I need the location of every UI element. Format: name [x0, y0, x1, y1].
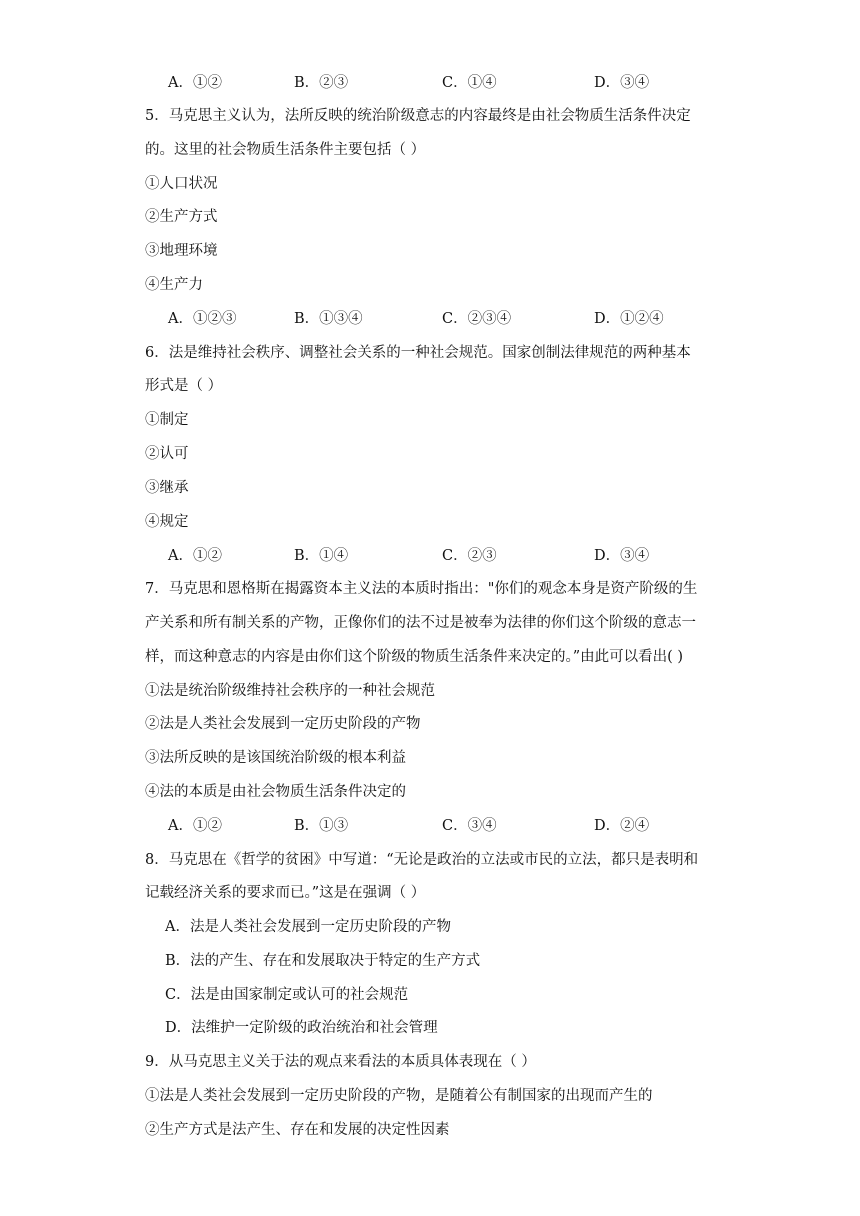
q6-options [168, 546, 728, 566]
q6-item-4: ④规定 [145, 514, 189, 530]
q4-option-a[interactable]: A．①② [168, 75, 222, 91]
q7-item-1: ①法是统治阶级维持社会秩序的一种社会规范 [145, 683, 435, 699]
q5-item-3: ③地理环境 [145, 243, 218, 259]
q5-stem-line-2: 的。这里的社会物质生活条件主要包括（ ） [145, 142, 426, 158]
q5-option-d[interactable]: D．①②④ [594, 311, 664, 327]
q7-option-a[interactable]: A．①② [168, 818, 222, 834]
q6-item-1: ①制定 [145, 412, 189, 428]
q8-option-a[interactable]: A．法是人类社会发展到一定历史阶段的产物 [165, 919, 451, 935]
q5-item-2: ②生产方式 [145, 209, 218, 225]
q5-option-a[interactable]: A．①②③ [168, 311, 237, 327]
q6-option-c[interactable]: C．②③ [442, 548, 497, 564]
q4-option-c[interactable]: C．①④ [442, 75, 497, 91]
q6-item-3: ③继承 [145, 480, 189, 496]
q7-stem-line-1: 7．马克思和恩格斯在揭露资本主义法的本质时指出："你们的观念本身是资产阶级的生 [145, 581, 698, 597]
q5-option-b[interactable]: B．①③④ [294, 311, 363, 327]
q5-stem-line-1: 5．马克思主义认为，法所反映的统治阶级意志的内容最终是由社会物质生活条件决定 [145, 108, 691, 124]
q6-option-b[interactable]: B．①④ [294, 548, 349, 564]
q8-option-c[interactable]: C．法是由国家制定或认可的社会规范 [165, 987, 409, 1003]
q4-option-d[interactable]: D．③④ [594, 75, 650, 91]
q7-stem-line-2: 产关系和所有制关系的产物，正像你们的法不过是被奉为法律的你们这个阶级的意志一 [145, 615, 696, 631]
q8-stem-line-2: 记载经济关系的要求而已。”这是在强调（ ） [145, 885, 426, 901]
q4-option-b[interactable]: B．②③ [294, 75, 349, 91]
q4-options [168, 73, 728, 93]
q6-stem-line-1: 6．法是维持社会秩序、调整社会关系的一种社会规范。国家创制法律规范的两种基本 [145, 345, 691, 361]
q5-item-4: ④生产力 [145, 277, 203, 293]
q6-option-d[interactable]: D．③④ [594, 548, 650, 564]
q8-stem-line-1: 8．马克思在《哲学的贫困》中写道：“无论是政治的立法或市民的立法，都只是表明和 [145, 852, 699, 868]
q7-option-d[interactable]: D．②④ [594, 818, 650, 834]
q5-item-1: ①人口状况 [145, 176, 218, 192]
q8-option-b[interactable]: B．法的产生、存在和发展取决于特定的生产方式 [165, 953, 481, 969]
q7-option-c[interactable]: C．③④ [442, 818, 497, 834]
q9-item-2: ②生产方式是法产生、存在和发展的决定性因素 [145, 1122, 450, 1138]
q6-item-2: ②认可 [145, 446, 189, 462]
q7-item-4: ④法的本质是由社会物质生活条件决定的 [145, 784, 406, 800]
q9-stem-line-1: 9．从马克思主义关于法的观点来看法的本质具体表现在（ ） [145, 1054, 536, 1070]
q6-stem-line-2: 形式是（ ） [145, 378, 223, 394]
q7-item-2: ②法是人类社会发展到一定历史阶段的产物 [145, 716, 421, 732]
q6-option-a[interactable]: A．①② [168, 548, 222, 564]
q5-option-c[interactable]: C．②③④ [442, 311, 512, 327]
q8-option-d[interactable]: D．法维护一定阶级的政治统治和社会管理 [165, 1020, 438, 1036]
q9-item-1: ①法是人类社会发展到一定历史阶段的产物，是随着公有制国家的出现而产生的 [145, 1088, 653, 1104]
q7-options [168, 816, 728, 836]
q7-item-3: ③法所反映的是该国统治阶级的根本利益 [145, 750, 406, 766]
q5-options [168, 309, 728, 329]
q7-stem-line-3: 样，而这种意志的内容是由你们这个阶级的物质生活条件来决定的。”由此可以看出( ) [145, 649, 684, 665]
q7-option-b[interactable]: B．①③ [294, 818, 349, 834]
